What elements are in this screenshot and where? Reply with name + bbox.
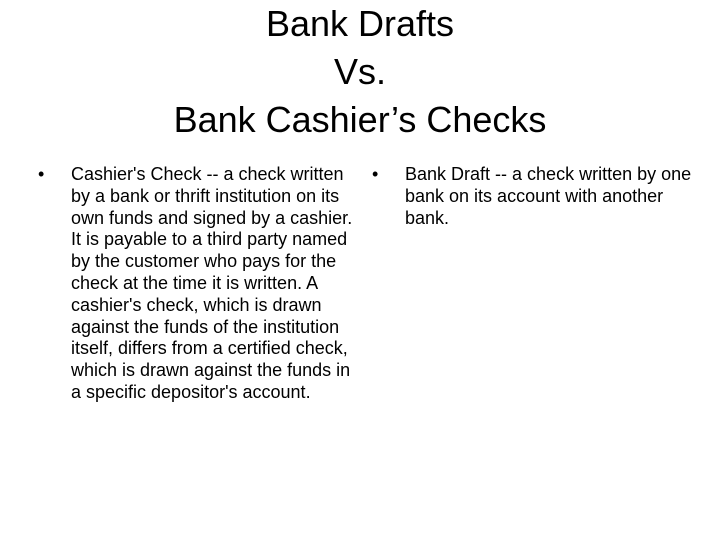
cashiers-check-bullet-item bbox=[38, 164, 354, 404]
slide-title bbox=[0, 0, 720, 144]
bank-draft-definition: -- a check written by one bank on its account with another bank. bbox=[405, 164, 692, 228]
bullet-icon: • bbox=[38, 164, 45, 184]
bank-draft-term: Bank Draft bbox=[405, 164, 491, 184]
title-line-3: Bank Cashier’s Checks bbox=[173, 99, 547, 140]
cashiers-check-column bbox=[38, 164, 354, 404]
bullet-icon: • bbox=[372, 164, 379, 184]
cashiers-check-definition: -- a check written by a bank or thrift institution on its own funds and signed by a cashier. It is payable to a third party named by the customer who pays for the check at the time it is written. A cashier's check, which is drawn against the funds of the institution itself, differs from a certified check, which is drawn against the funds in a specific depositor's account. bbox=[71, 164, 353, 402]
bank-draft-column bbox=[372, 164, 692, 229]
cashiers-check-term: Cashier's Check bbox=[71, 164, 202, 184]
bank-draft-bullet-item bbox=[372, 164, 692, 229]
title-line-1: Bank Drafts bbox=[265, 3, 455, 44]
title-line-2: Vs. bbox=[333, 51, 386, 92]
